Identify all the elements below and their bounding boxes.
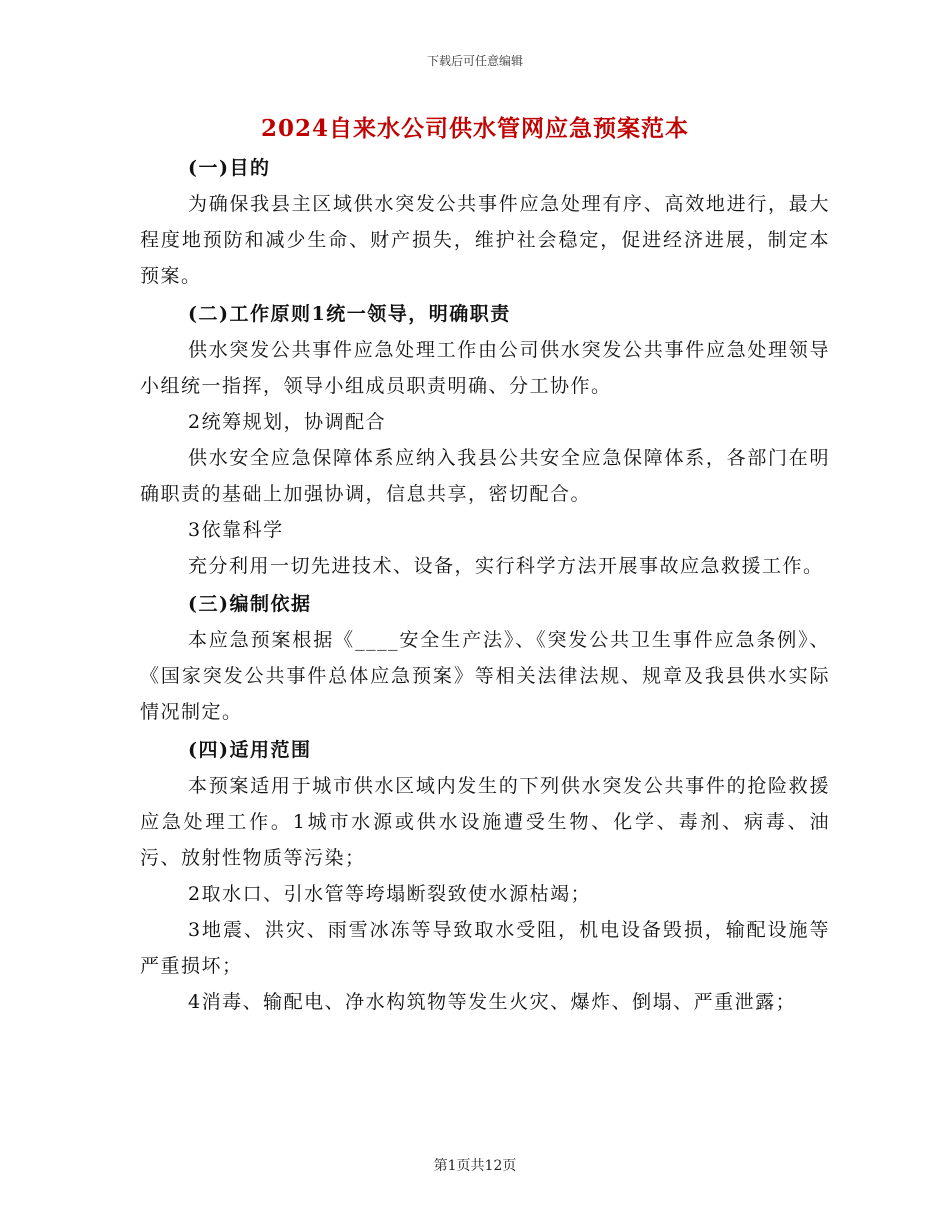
subheading-principle-2: 2统筹规划，协调配合 (188, 411, 387, 433)
paragraph-scope-3: 3地震、洪灾、雨雪冰冻等导致取水受阻，机电设备毁损，输配设施等严重损坏； (140, 919, 830, 977)
paragraph-scope-1: 本预案适用于城市供水区域内发生的下列供水突发公共事件的抢险救援应急处理工作。1城市水源或供水设施遭受生物、化学、毒剂、病毒、油污、放射性物质等污染； (140, 775, 830, 869)
section-heading-basis: (三)编制依据 (188, 593, 312, 615)
paragraph-scope-2: 2取水口、引水管等垮塌断裂致使水源枯竭； (188, 883, 592, 905)
page-header: 下载后可任意编辑 (426, 54, 523, 68)
paragraph-scope-4: 4消毒、输配电、净水构筑物等发生火灾、爆炸、倒塌、严重泄露； (188, 991, 797, 1013)
paragraph-principle-2: 供水安全应急保障体系应纳入我县公共安全应急保障体系，各部门在明确职责的基础上加强协调，信息共享，密切配合。 (140, 447, 830, 505)
section-heading-principles: (二)工作原则1统一领导，明确职责 (188, 303, 511, 325)
document-body (140, 150, 830, 1020)
paragraph-basis: 本应急预案根据《____安全生产法》、《突发公共卫生事件应急条例》、《国家突发公共事件总体应急预案》等相关法律法规、规章及我县供水实际情况制定。 (140, 629, 830, 723)
document-title: 2024自来水公司供水管网应急预案范本 (260, 115, 689, 142)
subheading-principle-3: 3依靠科学 (188, 519, 284, 541)
page-footer: 第1页共12页 (433, 1158, 517, 1174)
paragraph-principle-3: 充分利用一切先进技术、设备，实行科学方法开展事故应急救援工作。 (188, 555, 824, 577)
section-heading-purpose: (一)目的 (188, 157, 271, 179)
paragraph-principle-1: 供水突发公共事件应急处理工作由公司供水突发公共事件应急处理领导小组统一指挥，领导小组成员职责明确、分工协作。 (140, 339, 830, 397)
paragraph-purpose: 为确保我县主区域供水突发公共事件应急处理有序、高效地进行，最大程度地预防和减少生命、财产损失，维护社会稳定，促进经济进展，制定本预案。 (140, 193, 830, 287)
section-heading-scope: (四)适用范围 (188, 739, 312, 761)
